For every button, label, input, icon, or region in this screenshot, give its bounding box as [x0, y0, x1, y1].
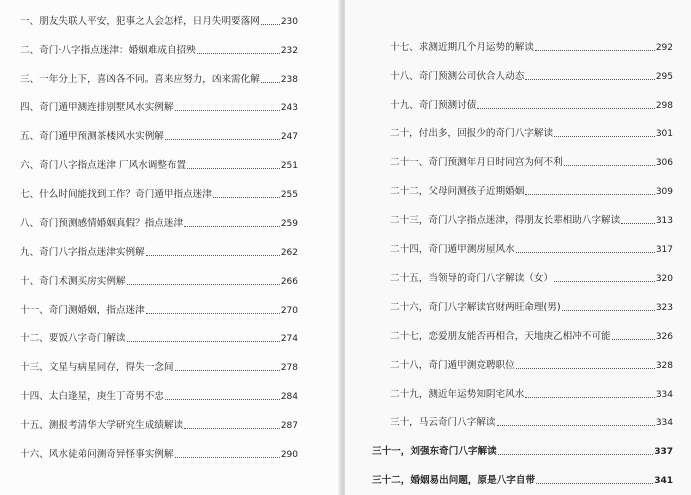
leader-dots	[184, 428, 280, 429]
toc-entry-page: 262	[280, 248, 298, 258]
toc-entry-page: 317	[655, 245, 673, 255]
toc-entry-page: 306	[655, 158, 673, 168]
toc-entry-title: 四、奇门遁甲测连排别墅风水实例解	[20, 102, 174, 113]
leader-dots	[525, 194, 655, 195]
right-page	[345, 0, 691, 495]
toc-entry-page: 337	[654, 447, 673, 457]
toc-entry	[372, 473, 673, 487]
toc-entry-title: 十一、奇门测婚姻，指点迷津	[20, 305, 145, 316]
toc-entry-title: 十三、文星与病星同存，得失一念间	[20, 362, 174, 373]
toc-entry-title: 十四、太白逢星，庚生丁奇男不忠	[20, 391, 164, 402]
toc-entry-title: 二十，付出多，回报少的奇门八字解读	[390, 128, 554, 139]
toc-entry-title: 二十九，测近年运势知阴宅风水	[390, 389, 525, 400]
toc-entry	[20, 72, 298, 86]
toc-entry-title: 九、奇门八字指点迷津实例解	[20, 247, 145, 258]
leader-dots	[175, 110, 280, 111]
toc-entry	[20, 129, 298, 143]
toc-entry	[20, 331, 298, 345]
leader-dots	[516, 252, 655, 253]
toc-entry-title: 八、奇门预测感情婚姻真假？指点迷津	[20, 218, 184, 229]
leader-dots	[127, 341, 280, 342]
toc-entry-title: 二十三，奇门八字指点迷津，得朋友长辈相助八字解读	[390, 215, 621, 226]
toc-entry-title: 二十四，奇门遁甲测房屋风水	[390, 244, 515, 255]
leader-dots	[564, 165, 655, 166]
leader-dots	[525, 397, 655, 398]
toc-entry	[20, 418, 298, 432]
toc-entry-page: 259	[280, 219, 298, 229]
toc-entry	[372, 69, 673, 83]
leader-dots	[535, 50, 655, 51]
toc-entry-title: 五、奇门遁甲预测茶楼风水实例解	[20, 131, 164, 142]
leader-dots	[525, 79, 655, 80]
leader-dots	[127, 284, 280, 285]
leader-dots	[554, 281, 655, 282]
leader-dots	[175, 370, 280, 371]
leader-dots	[213, 197, 280, 198]
toc-entry-title: 十七、求测近期几个月运势的解读	[390, 42, 534, 53]
toc-entry-title: 十六、风水徒弟问测奇异怪事实例解	[20, 449, 174, 460]
toc-entry	[372, 415, 673, 429]
leader-dots	[554, 136, 655, 137]
toc-entry-title: 十九、奇门预测讨债	[390, 100, 477, 111]
toc-entry-page: 251	[280, 161, 298, 171]
toc-entry	[372, 155, 673, 169]
toc-entry	[20, 303, 298, 317]
toc-entry	[372, 40, 673, 54]
leader-dots	[146, 255, 280, 256]
leader-dots	[497, 425, 655, 426]
toc-entry	[20, 100, 298, 114]
leader-dots	[516, 368, 655, 369]
toc-entry-page: 284	[280, 392, 298, 402]
toc-entry-title: 二十六，奇门八字解读官财两旺命理(男)	[390, 302, 561, 313]
leader-dots	[165, 399, 280, 400]
toc-entry	[20, 216, 298, 230]
toc-entry-page: 313	[655, 216, 673, 226]
toc-entry-page: 287	[280, 421, 298, 431]
toc-entry	[20, 389, 298, 403]
toc-entry-page: 328	[655, 361, 673, 371]
left-page	[0, 0, 340, 495]
toc-entry-page: 298	[655, 101, 673, 111]
toc-entry-page: 292	[655, 43, 673, 53]
toc-entry-page: 320	[655, 274, 673, 284]
toc-entry	[372, 300, 673, 314]
toc-entry-title: 二十七，恋爱朋友能否再相合，天地庚乙相冲不可能	[390, 331, 611, 342]
toc-entry-title: 三十一，刘强东奇门八字解读	[372, 446, 497, 457]
toc-entry-title: 二、奇门·八字指点迷津：婚姻难成自招殃	[20, 45, 196, 56]
leader-dots	[612, 339, 655, 340]
toc-entry-page: 230	[280, 17, 298, 27]
leader-dots	[261, 82, 280, 83]
toc-entry-page: 274	[280, 334, 298, 344]
toc-entry	[372, 358, 673, 372]
toc-entry	[20, 14, 298, 28]
toc-entry	[372, 387, 673, 401]
leader-dots	[498, 454, 653, 455]
toc-entry	[20, 158, 298, 172]
toc-entry	[20, 447, 298, 461]
toc-entry-title: 十、奇门术测买房实例解	[20, 276, 126, 287]
toc-entry-title: 六、奇门八字指点迷津 厂风水调整布置	[20, 160, 187, 171]
toc-entry-title: 二十一、奇门预测年月日时同宫为何不利	[390, 157, 563, 168]
toc-entry-title: 二十八，奇门遁甲测竞聘职位	[390, 360, 515, 371]
toc-entry-page: 270	[280, 306, 298, 316]
toc-entry-page: 334	[655, 390, 673, 400]
toc-entry-page: 334	[655, 418, 673, 428]
leader-dots	[536, 483, 653, 484]
toc-entry-page: 309	[655, 187, 673, 197]
toc-entry-title: 三十二，婚姻易出问题，原是八字自带	[372, 475, 536, 486]
toc-entry-page: 243	[280, 103, 298, 113]
toc-entry-title: 三十，马云奇门八字解读	[390, 417, 496, 428]
toc-entry-page: 326	[655, 332, 673, 342]
leader-dots	[146, 313, 280, 314]
leader-dots	[184, 226, 280, 227]
toc-entry	[372, 329, 673, 343]
toc-entry-title: 二十五，当领导的奇门八字解读（女）	[390, 273, 554, 284]
toc-entry	[372, 126, 673, 140]
toc-entry-page: 278	[280, 363, 298, 373]
toc-entry-page: 255	[280, 190, 298, 200]
leader-dots	[261, 24, 280, 25]
toc-entry	[372, 213, 673, 227]
toc-entry	[20, 187, 298, 201]
toc-entry-page: 232	[280, 46, 298, 56]
toc-entry-title: 一、朋友失联人平安，犯事之人会怎样，日月失明要落网	[20, 16, 260, 27]
toc-entry-page: 266	[280, 277, 298, 287]
toc-entry-page: 323	[655, 303, 673, 313]
toc-entry	[372, 184, 673, 198]
leader-dots	[165, 139, 280, 140]
toc-entry	[20, 245, 298, 259]
toc-entry-page: 295	[655, 72, 673, 82]
toc-entry-title: 十八、奇门预测公司伙合人动态	[390, 71, 525, 82]
leader-dots	[621, 223, 655, 224]
toc-entry-title: 十二、要饭八字奇门解读	[20, 333, 126, 344]
leader-dots	[562, 310, 655, 311]
toc-entry-page: 301	[655, 129, 673, 139]
toc-entry	[372, 98, 673, 112]
toc-entry-page: 290	[280, 450, 298, 460]
toc-entry-page: 341	[654, 476, 673, 486]
toc-entry	[20, 274, 298, 288]
leader-dots	[477, 108, 654, 109]
toc-entry-title: 七、什么时间能找到工作？奇门遁甲指点迷津	[20, 189, 212, 200]
toc-entry-title: 十五、测报考清华大学研究生成绩解读	[20, 420, 184, 431]
toc-entry-title: 二十二，父母问测孩子近期婚姻	[390, 186, 525, 197]
leader-dots	[175, 457, 280, 458]
toc-entry-page: 247	[280, 132, 298, 142]
toc-entry	[372, 271, 673, 285]
leader-dots	[187, 168, 280, 169]
toc-entry-title: 三、一年分上下，喜凶各不同。喜来应努力，凶来需化解	[20, 74, 260, 85]
toc-entry	[20, 360, 298, 374]
toc-entry-page: 238	[280, 75, 298, 85]
toc-entry	[372, 444, 673, 458]
toc-entry	[372, 242, 673, 256]
toc-entry	[20, 43, 298, 57]
leader-dots	[197, 53, 280, 54]
